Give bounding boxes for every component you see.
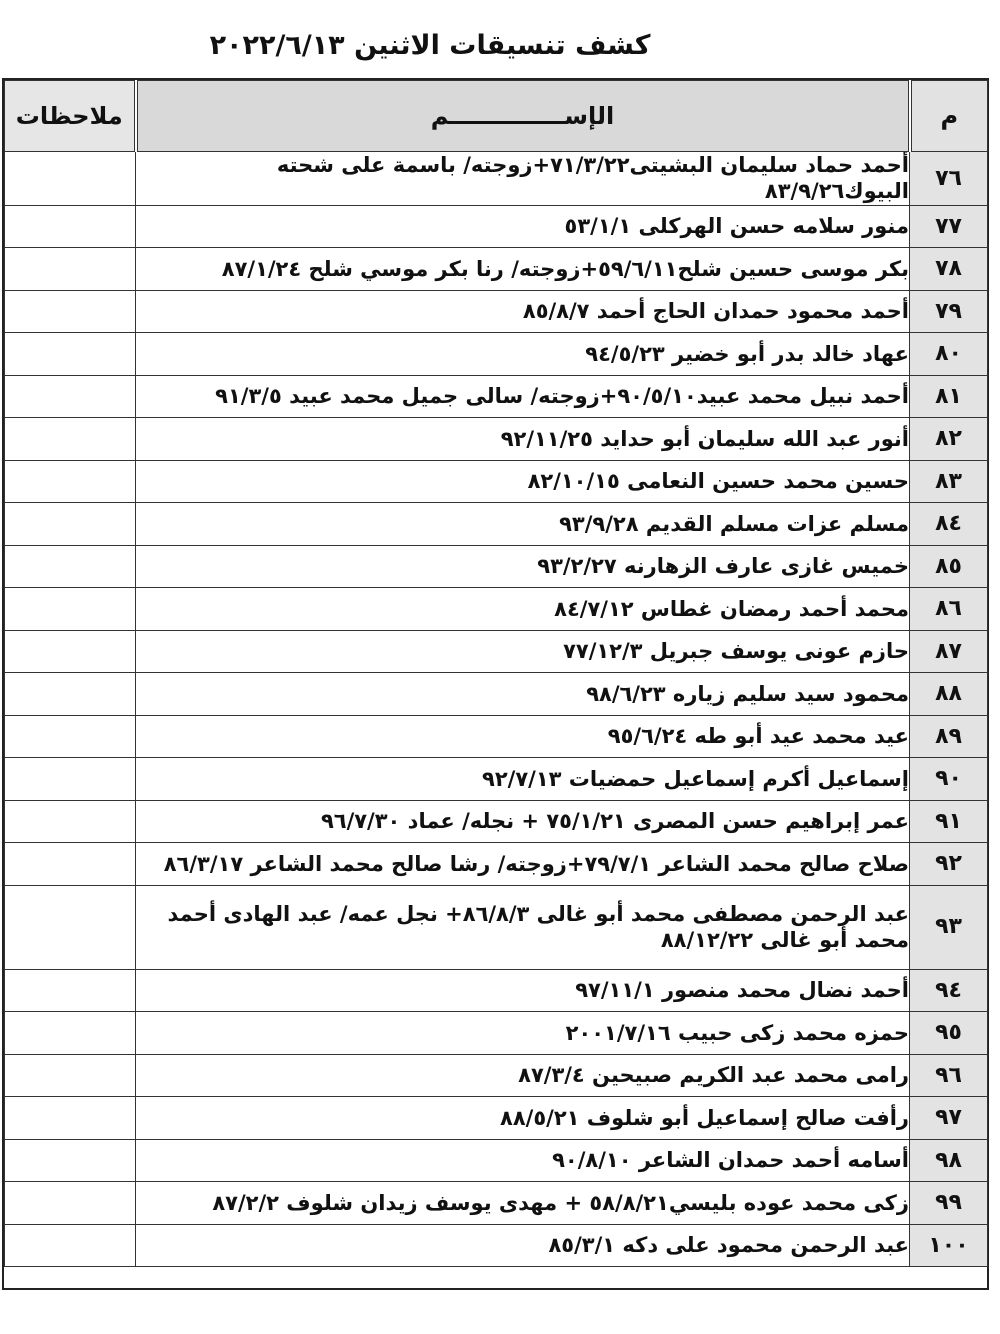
row-name: عهاد خالد بدر أبو خضير ٩٤/٥/٢٣ xyxy=(136,333,910,376)
row-number: ٨٥ xyxy=(910,545,988,588)
table-row xyxy=(5,460,988,503)
row-name: بكر موسى حسين شلح٥٩/٦/١١+زوجته/ رنا بكر موسي شلح ٨٧/١/٢٤ xyxy=(136,248,910,291)
row-notes xyxy=(5,460,136,503)
table-row xyxy=(5,418,988,461)
row-name: زكى محمد عوده بليسي٥٨/٨/٢١ + مهدى يوسف زيدان شلوف ٨٧/٢/٢ xyxy=(136,1182,910,1225)
row-number: ٧٦ xyxy=(910,152,988,206)
row-number: ٨٨ xyxy=(910,673,988,716)
header-name-label: الإســــــــــــــم xyxy=(430,102,615,130)
row-name: منور سلامه حسن الهركلى ٥٣/١/١ xyxy=(136,205,910,248)
row-number: ٨٠ xyxy=(910,333,988,376)
row-number: ٨٤ xyxy=(910,503,988,546)
row-number: ٩٦ xyxy=(910,1054,988,1097)
row-name: إسماعيل أكرم إسماعيل حمضيات ٩٢/٧/١٣ xyxy=(136,758,910,801)
row-notes xyxy=(5,885,136,969)
table-header-row xyxy=(5,81,988,152)
row-number: ٨٩ xyxy=(910,715,988,758)
row-number: ٨٦ xyxy=(910,588,988,631)
table-row xyxy=(5,969,988,1012)
row-name: عبد الرحمن مصطفى محمد أبو غالى ٨٦/٨/٣+ نجل عمه/ عبد الهادى أحمد محمد أبو غالى ٨٨/١٢/٢٢ xyxy=(136,885,910,969)
row-number: ٩٨ xyxy=(910,1139,988,1182)
row-name: أحمد نضال محمد منصور ٩٧/١١/١ xyxy=(136,969,910,1012)
row-number: ٧٧ xyxy=(910,205,988,248)
table-row xyxy=(5,1139,988,1182)
row-notes xyxy=(5,1224,136,1267)
table-row xyxy=(5,673,988,716)
table-row xyxy=(5,1224,988,1267)
table-row xyxy=(5,333,988,376)
table-row xyxy=(5,800,988,843)
row-notes xyxy=(5,1097,136,1140)
row-name: عبد الرحمن محمود على دكه ٨٥/٣/١ xyxy=(136,1224,910,1267)
row-notes xyxy=(5,1054,136,1097)
row-number: ٨٧ xyxy=(910,630,988,673)
row-notes xyxy=(5,290,136,333)
row-name: أسامه أحمد حمدان الشاعر ٩٠/٨/١٠ xyxy=(136,1139,910,1182)
row-notes xyxy=(5,1182,136,1225)
row-name: أنور عبد الله سليمان أبو حدايد ٩٢/١١/٢٥ xyxy=(136,418,910,461)
table-row xyxy=(5,885,988,969)
row-notes xyxy=(5,1012,136,1055)
row-name: مسلم عزات مسلم القديم ٩٣/٩/٢٨ xyxy=(136,503,910,546)
table-row xyxy=(5,503,988,546)
row-notes xyxy=(5,152,136,206)
row-notes xyxy=(5,969,136,1012)
row-number: ٩٠ xyxy=(910,758,988,801)
page-title: كشف تنسيقات الاثنين ٢٠٢٢/٦/١٣ xyxy=(209,30,651,61)
table-row xyxy=(5,248,988,291)
row-number: ٧٨ xyxy=(910,248,988,291)
row-notes xyxy=(5,418,136,461)
row-number: ٩٥ xyxy=(910,1012,988,1055)
row-notes xyxy=(5,205,136,248)
table-body xyxy=(5,152,988,1267)
row-name: أحمد نبيل محمد عبيد٩٠/٥/١٠+زوجته/ سالى جميل محمد عبيد ٩١/٣/٥ xyxy=(136,375,910,418)
row-name: حسين محمد حسين النعامى ٨٢/١٠/١٥ xyxy=(136,460,910,503)
table-row xyxy=(5,758,988,801)
header-number: م xyxy=(910,81,988,152)
table-row xyxy=(5,290,988,333)
header-notes: ملاحظات xyxy=(5,81,136,152)
table-row xyxy=(5,1054,988,1097)
header-name xyxy=(136,81,910,152)
row-notes xyxy=(5,715,136,758)
row-notes xyxy=(5,800,136,843)
row-name: محمود سيد سليم زياره ٩٨/٦/٢٣ xyxy=(136,673,910,716)
row-name: رأفت صالح إسماعيل أبو شلوف ٨٨/٥/٢١ xyxy=(136,1097,910,1140)
row-number: ٧٩ xyxy=(910,290,988,333)
row-name: محمد أحمد رمضان غطاس ٨٤/٧/١٢ xyxy=(136,588,910,631)
row-number: ٩٩ xyxy=(910,1182,988,1225)
row-name: أحمد محمود حمدان الحاج أحمد ٨٥/٨/٧ xyxy=(136,290,910,333)
table-row xyxy=(5,1012,988,1055)
row-number: ١٠٠ xyxy=(910,1224,988,1267)
table-row xyxy=(5,205,988,248)
row-notes xyxy=(5,333,136,376)
table-row xyxy=(5,843,988,886)
row-name: خميس غازى عارف الزهارنه ٩٣/٢/٢٧ xyxy=(136,545,910,588)
table-row xyxy=(5,588,988,631)
row-notes xyxy=(5,673,136,716)
row-number: ٩٧ xyxy=(910,1097,988,1140)
row-notes xyxy=(5,630,136,673)
row-number: ٨٢ xyxy=(910,418,988,461)
row-name: عمر إبراهيم حسن المصرى ٧٥/١/٢١ + نجله/ عماد ٩٦/٧/٣٠ xyxy=(136,800,910,843)
row-name: عيد محمد عيد أبو طه ٩٥/٦/٢٤ xyxy=(136,715,910,758)
table-row xyxy=(5,715,988,758)
row-name: حمزه محمد زكى حبيب ٢٠٠١/٧/١٦ xyxy=(136,1012,910,1055)
row-notes xyxy=(5,1139,136,1182)
row-notes xyxy=(5,758,136,801)
table-row xyxy=(5,630,988,673)
row-number: ٩٢ xyxy=(910,843,988,886)
table-row xyxy=(5,375,988,418)
table-row xyxy=(5,1097,988,1140)
row-number: ٩١ xyxy=(910,800,988,843)
names-table xyxy=(4,80,988,1267)
row-name: رامى محمد عبد الكريم صبيحين ٨٧/٣/٤ xyxy=(136,1054,910,1097)
row-name: حازم عونى يوسف جبريل ٧٧/١٢/٣ xyxy=(136,630,910,673)
row-number: ٩٣ xyxy=(910,885,988,969)
row-number: ٨٣ xyxy=(910,460,988,503)
row-name: أحمد حماد سليمان البشيتى٧١/٣/٢٢+زوجته/ باسمة على شحته البيوك٨٣/٩/٢٦ xyxy=(136,152,910,206)
row-notes xyxy=(5,375,136,418)
row-notes xyxy=(5,248,136,291)
row-number: ٩٤ xyxy=(910,969,988,1012)
row-notes xyxy=(5,545,136,588)
row-name: صلاح صالح محمد الشاعر ٧٩/٧/١+زوجته/ رشا صالح محمد الشاعر ٨٦/٣/١٧ xyxy=(136,843,910,886)
row-notes xyxy=(5,588,136,631)
table-row xyxy=(5,152,988,206)
row-notes xyxy=(5,503,136,546)
row-number: ٨١ xyxy=(910,375,988,418)
row-notes xyxy=(5,843,136,886)
table-row xyxy=(5,1182,988,1225)
table-row xyxy=(5,545,988,588)
